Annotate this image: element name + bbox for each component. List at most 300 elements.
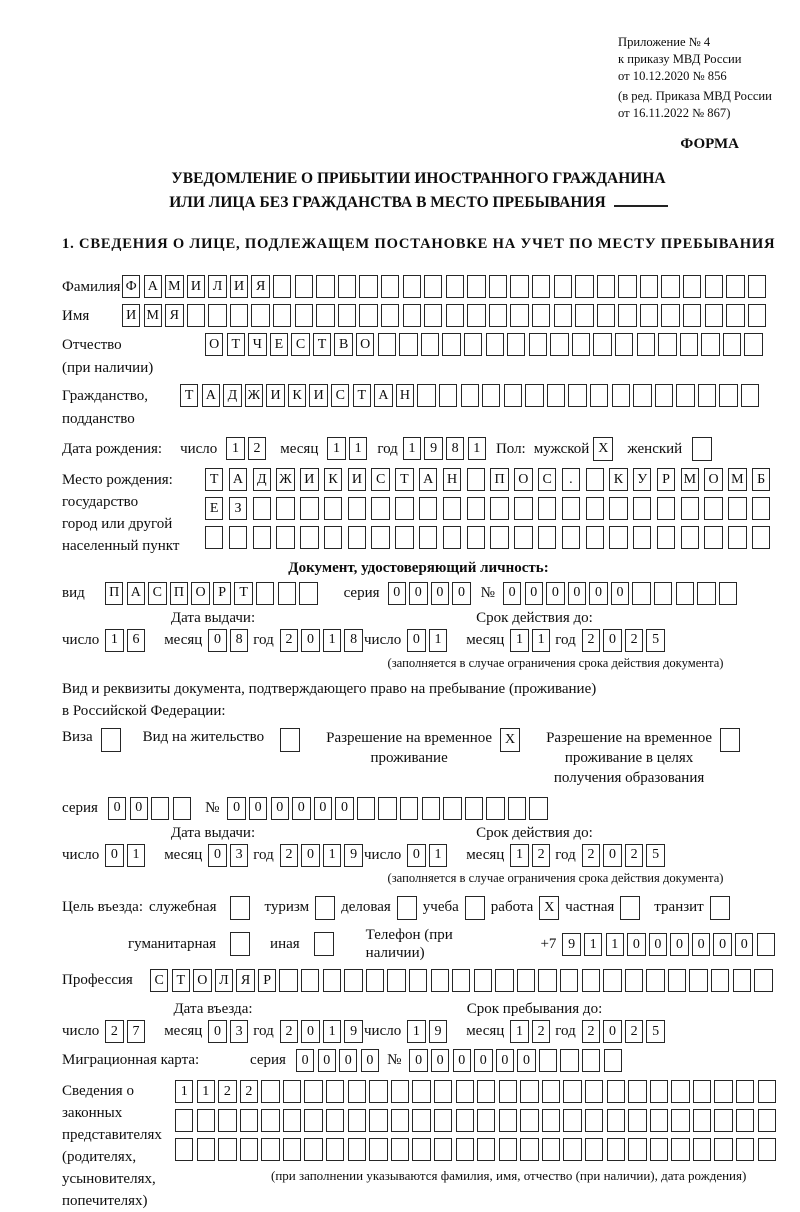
char-cell[interactable] bbox=[704, 497, 722, 520]
char-cell[interactable] bbox=[474, 969, 492, 992]
char-cell[interactable] bbox=[295, 304, 313, 327]
char-cell[interactable] bbox=[197, 1138, 215, 1161]
char-cell[interactable]: 0 bbox=[627, 933, 645, 956]
char-cell[interactable] bbox=[369, 1109, 387, 1132]
purpose-study-checkbox[interactable] bbox=[465, 896, 485, 920]
char-cell[interactable]: 1 bbox=[127, 844, 145, 867]
char-cell[interactable]: 0 bbox=[546, 582, 564, 605]
char-cell[interactable]: 8 bbox=[344, 629, 362, 652]
char-cell[interactable] bbox=[514, 526, 532, 549]
purpose-private-checkbox[interactable] bbox=[620, 896, 640, 920]
char-cell[interactable]: 0 bbox=[568, 582, 586, 605]
char-cell[interactable]: 5 bbox=[646, 1020, 664, 1043]
char-cell[interactable] bbox=[633, 497, 651, 520]
char-cell[interactable] bbox=[710, 896, 730, 920]
char-cell[interactable] bbox=[482, 384, 500, 407]
char-cell[interactable] bbox=[261, 1080, 279, 1103]
char-cell[interactable] bbox=[391, 1109, 409, 1132]
char-cell[interactable]: 2 bbox=[532, 1020, 550, 1043]
char-cell[interactable]: Т bbox=[172, 969, 190, 992]
char-cell[interactable]: 0 bbox=[589, 582, 607, 605]
char-cell[interactable] bbox=[671, 1109, 689, 1132]
char-cell[interactable]: З bbox=[229, 497, 247, 520]
char-cell[interactable]: Я bbox=[236, 969, 254, 992]
char-cell[interactable] bbox=[676, 384, 694, 407]
char-cell[interactable] bbox=[597, 304, 615, 327]
char-cell[interactable] bbox=[443, 797, 461, 820]
char-cell[interactable] bbox=[314, 932, 334, 956]
char-cell[interactable]: 0 bbox=[735, 933, 753, 956]
char-cell[interactable] bbox=[348, 526, 366, 549]
temp-residence-checkbox[interactable] bbox=[500, 728, 520, 752]
char-cell[interactable] bbox=[532, 275, 550, 298]
char-cell[interactable] bbox=[424, 275, 442, 298]
char-cell[interactable]: 1 bbox=[323, 844, 341, 867]
char-cell[interactable]: 0 bbox=[611, 582, 629, 605]
char-cell[interactable]: 2 bbox=[218, 1080, 236, 1103]
char-cell[interactable]: 2 bbox=[105, 1020, 123, 1043]
char-cell[interactable] bbox=[586, 497, 604, 520]
char-cell[interactable] bbox=[586, 526, 604, 549]
purpose-transit-checkbox[interactable] bbox=[710, 896, 730, 920]
char-cell[interactable]: 0 bbox=[388, 582, 406, 605]
char-cell[interactable]: 0 bbox=[339, 1049, 357, 1072]
char-cell[interactable]: Т bbox=[353, 384, 371, 407]
char-cell[interactable] bbox=[403, 275, 421, 298]
char-cell[interactable] bbox=[424, 304, 442, 327]
char-cell[interactable]: 2 bbox=[625, 629, 643, 652]
char-cell[interactable]: О bbox=[191, 582, 209, 605]
char-cell[interactable]: О bbox=[193, 969, 211, 992]
char-cell[interactable]: Н bbox=[396, 384, 414, 407]
char-cell[interactable] bbox=[637, 333, 655, 356]
char-cell[interactable] bbox=[300, 497, 318, 520]
char-cell[interactable]: 2 bbox=[248, 437, 266, 460]
char-cell[interactable] bbox=[443, 497, 461, 520]
char-cell[interactable] bbox=[650, 1109, 668, 1132]
char-cell[interactable] bbox=[728, 526, 746, 549]
char-cell[interactable] bbox=[175, 1109, 193, 1132]
char-cell[interactable] bbox=[421, 333, 439, 356]
char-cell[interactable] bbox=[525, 384, 543, 407]
temp-residence-education-checkbox[interactable] bbox=[720, 728, 740, 752]
char-cell[interactable]: Л bbox=[215, 969, 233, 992]
char-cell[interactable] bbox=[542, 1080, 560, 1103]
char-cell[interactable]: 0 bbox=[208, 844, 226, 867]
char-cell[interactable]: 1 bbox=[468, 437, 486, 460]
char-cell[interactable]: 1 bbox=[407, 1020, 425, 1043]
char-cell[interactable]: 0 bbox=[227, 797, 245, 820]
char-cell[interactable] bbox=[615, 333, 633, 356]
char-cell[interactable] bbox=[489, 304, 507, 327]
char-cell[interactable] bbox=[273, 304, 291, 327]
char-cell[interactable] bbox=[283, 1138, 301, 1161]
char-cell[interactable] bbox=[439, 384, 457, 407]
char-cell[interactable]: М bbox=[728, 468, 746, 491]
char-cell[interactable]: А bbox=[144, 275, 162, 298]
char-cell[interactable] bbox=[661, 275, 679, 298]
char-cell[interactable] bbox=[680, 333, 698, 356]
char-cell[interactable] bbox=[256, 582, 274, 605]
char-cell[interactable]: 0 bbox=[474, 1049, 492, 1072]
char-cell[interactable] bbox=[253, 526, 271, 549]
char-cell[interactable] bbox=[452, 969, 470, 992]
char-cell[interactable]: Т bbox=[227, 333, 245, 356]
char-cell[interactable] bbox=[736, 1109, 754, 1132]
char-cell[interactable] bbox=[714, 1109, 732, 1132]
char-cell[interactable]: . bbox=[562, 468, 580, 491]
char-cell[interactable] bbox=[399, 333, 417, 356]
char-cell[interactable]: К bbox=[609, 468, 627, 491]
char-cell[interactable]: 1 bbox=[105, 629, 123, 652]
char-cell[interactable] bbox=[752, 497, 770, 520]
char-cell[interactable] bbox=[371, 526, 389, 549]
char-cell[interactable] bbox=[609, 497, 627, 520]
sex-male-checkbox[interactable] bbox=[593, 437, 613, 461]
char-cell[interactable] bbox=[253, 497, 271, 520]
char-cell[interactable]: К bbox=[288, 384, 306, 407]
char-cell[interactable] bbox=[299, 582, 317, 605]
char-cell[interactable]: А bbox=[419, 468, 437, 491]
char-cell[interactable] bbox=[612, 384, 630, 407]
char-cell[interactable] bbox=[532, 304, 550, 327]
char-cell[interactable]: 3 bbox=[230, 844, 248, 867]
char-cell[interactable]: С bbox=[371, 468, 389, 491]
char-cell[interactable]: 0 bbox=[108, 797, 126, 820]
char-cell[interactable] bbox=[514, 497, 532, 520]
char-cell[interactable]: 8 bbox=[230, 629, 248, 652]
char-cell[interactable] bbox=[419, 497, 437, 520]
char-cell[interactable] bbox=[671, 1138, 689, 1161]
char-cell[interactable] bbox=[173, 797, 191, 820]
char-cell[interactable]: 1 bbox=[532, 629, 550, 652]
char-cell[interactable] bbox=[529, 333, 547, 356]
char-cell[interactable] bbox=[748, 304, 766, 327]
char-cell[interactable] bbox=[465, 797, 483, 820]
char-cell[interactable] bbox=[315, 896, 335, 920]
char-cell[interactable] bbox=[422, 797, 440, 820]
char-cell[interactable]: 0 bbox=[649, 933, 667, 956]
char-cell[interactable] bbox=[693, 1109, 711, 1132]
char-cell[interactable]: Р bbox=[258, 969, 276, 992]
char-cell[interactable]: 1 bbox=[226, 437, 244, 460]
char-cell[interactable]: 9 bbox=[424, 437, 442, 460]
char-cell[interactable] bbox=[542, 1109, 560, 1132]
char-cell[interactable]: А bbox=[127, 582, 145, 605]
char-cell[interactable] bbox=[101, 728, 121, 752]
char-cell[interactable]: 0 bbox=[431, 582, 449, 605]
char-cell[interactable] bbox=[628, 1109, 646, 1132]
char-cell[interactable] bbox=[720, 728, 740, 752]
char-cell[interactable] bbox=[283, 1109, 301, 1132]
char-cell[interactable] bbox=[661, 304, 679, 327]
char-cell[interactable]: Ч bbox=[248, 333, 266, 356]
visa-checkbox[interactable] bbox=[101, 728, 121, 752]
char-cell[interactable]: 1 bbox=[403, 437, 421, 460]
char-cell[interactable] bbox=[446, 304, 464, 327]
char-cell[interactable]: 2 bbox=[625, 844, 643, 867]
char-cell[interactable] bbox=[434, 1109, 452, 1132]
char-cell[interactable] bbox=[507, 333, 525, 356]
char-cell[interactable]: 7 bbox=[127, 1020, 145, 1043]
char-cell[interactable] bbox=[744, 333, 762, 356]
char-cell[interactable]: 0 bbox=[409, 582, 427, 605]
char-cell[interactable] bbox=[316, 275, 334, 298]
char-cell[interactable] bbox=[657, 497, 675, 520]
char-cell[interactable] bbox=[633, 384, 651, 407]
char-cell[interactable] bbox=[752, 526, 770, 549]
char-cell[interactable]: А bbox=[202, 384, 220, 407]
char-cell[interactable] bbox=[560, 1049, 578, 1072]
char-cell[interactable] bbox=[697, 582, 715, 605]
char-cell[interactable] bbox=[562, 526, 580, 549]
char-cell[interactable]: 0 bbox=[503, 582, 521, 605]
char-cell[interactable] bbox=[508, 797, 526, 820]
char-cell[interactable] bbox=[467, 526, 485, 549]
char-cell[interactable]: 0 bbox=[453, 1049, 471, 1072]
char-cell[interactable] bbox=[572, 333, 590, 356]
char-cell[interactable] bbox=[520, 1138, 538, 1161]
char-cell[interactable] bbox=[681, 497, 699, 520]
char-cell[interactable] bbox=[477, 1109, 495, 1132]
char-cell[interactable] bbox=[381, 275, 399, 298]
char-cell[interactable]: И bbox=[230, 275, 248, 298]
char-cell[interactable] bbox=[711, 969, 729, 992]
char-cell[interactable]: 1 bbox=[584, 933, 602, 956]
char-cell[interactable]: X bbox=[593, 437, 613, 461]
char-cell[interactable]: 2 bbox=[280, 629, 298, 652]
char-cell[interactable] bbox=[366, 969, 384, 992]
char-cell[interactable] bbox=[586, 468, 604, 491]
char-cell[interactable] bbox=[585, 1138, 603, 1161]
char-cell[interactable]: 2 bbox=[240, 1080, 258, 1103]
char-cell[interactable] bbox=[456, 1138, 474, 1161]
char-cell[interactable] bbox=[554, 275, 572, 298]
char-cell[interactable]: 0 bbox=[670, 933, 688, 956]
char-cell[interactable] bbox=[381, 304, 399, 327]
char-cell[interactable] bbox=[391, 1080, 409, 1103]
char-cell[interactable]: Е bbox=[270, 333, 288, 356]
char-cell[interactable] bbox=[550, 333, 568, 356]
char-cell[interactable]: К bbox=[324, 468, 342, 491]
char-cell[interactable]: 1 bbox=[510, 1020, 528, 1043]
char-cell[interactable] bbox=[538, 969, 556, 992]
char-cell[interactable] bbox=[609, 526, 627, 549]
char-cell[interactable] bbox=[477, 1138, 495, 1161]
char-cell[interactable] bbox=[499, 1080, 517, 1103]
char-cell[interactable] bbox=[240, 1138, 258, 1161]
purpose-business-checkbox[interactable] bbox=[397, 896, 417, 920]
char-cell[interactable]: А bbox=[229, 468, 247, 491]
char-cell[interactable] bbox=[486, 797, 504, 820]
char-cell[interactable] bbox=[681, 526, 699, 549]
char-cell[interactable]: Т bbox=[313, 333, 331, 356]
char-cell[interactable]: 6 bbox=[127, 629, 145, 652]
char-cell[interactable] bbox=[359, 275, 377, 298]
char-cell[interactable] bbox=[625, 969, 643, 992]
char-cell[interactable] bbox=[554, 304, 572, 327]
char-cell[interactable] bbox=[348, 1109, 366, 1132]
char-cell[interactable] bbox=[736, 1138, 754, 1161]
char-cell[interactable] bbox=[369, 1080, 387, 1103]
char-cell[interactable]: И bbox=[187, 275, 205, 298]
char-cell[interactable] bbox=[304, 1109, 322, 1132]
char-cell[interactable] bbox=[563, 1138, 581, 1161]
char-cell[interactable]: Д bbox=[253, 468, 271, 491]
char-cell[interactable]: Ф bbox=[122, 275, 140, 298]
char-cell[interactable] bbox=[431, 969, 449, 992]
char-cell[interactable] bbox=[654, 582, 672, 605]
char-cell[interactable] bbox=[344, 969, 362, 992]
purpose-other-checkbox[interactable] bbox=[314, 932, 334, 956]
char-cell[interactable] bbox=[419, 526, 437, 549]
purpose-work-checkbox[interactable] bbox=[539, 896, 559, 920]
char-cell[interactable]: 9 bbox=[562, 933, 580, 956]
char-cell[interactable] bbox=[280, 728, 300, 752]
char-cell[interactable] bbox=[563, 1080, 581, 1103]
char-cell[interactable]: 0 bbox=[603, 844, 621, 867]
char-cell[interactable] bbox=[434, 1080, 452, 1103]
char-cell[interactable] bbox=[575, 275, 593, 298]
char-cell[interactable] bbox=[397, 896, 417, 920]
char-cell[interactable]: 0 bbox=[271, 797, 289, 820]
char-cell[interactable] bbox=[547, 384, 565, 407]
char-cell[interactable]: 0 bbox=[496, 1049, 514, 1072]
char-cell[interactable]: 5 bbox=[646, 844, 664, 867]
char-cell[interactable] bbox=[520, 1080, 538, 1103]
char-cell[interactable] bbox=[517, 969, 535, 992]
char-cell[interactable] bbox=[378, 797, 396, 820]
char-cell[interactable]: 0 bbox=[335, 797, 353, 820]
char-cell[interactable] bbox=[758, 1080, 776, 1103]
char-cell[interactable]: 2 bbox=[582, 844, 600, 867]
char-cell[interactable] bbox=[719, 582, 737, 605]
char-cell[interactable] bbox=[446, 275, 464, 298]
char-cell[interactable] bbox=[326, 1109, 344, 1132]
char-cell[interactable] bbox=[650, 1138, 668, 1161]
char-cell[interactable]: 8 bbox=[446, 437, 464, 460]
char-cell[interactable]: 1 bbox=[606, 933, 624, 956]
char-cell[interactable] bbox=[693, 1080, 711, 1103]
char-cell[interactable]: Т bbox=[205, 468, 223, 491]
char-cell[interactable] bbox=[758, 1138, 776, 1161]
char-cell[interactable] bbox=[585, 1109, 603, 1132]
char-cell[interactable] bbox=[230, 304, 248, 327]
char-cell[interactable] bbox=[490, 497, 508, 520]
sex-female-checkbox[interactable] bbox=[692, 437, 712, 461]
char-cell[interactable] bbox=[585, 1080, 603, 1103]
char-cell[interactable]: Н bbox=[443, 468, 461, 491]
char-cell[interactable] bbox=[300, 526, 318, 549]
char-cell[interactable]: И bbox=[122, 304, 140, 327]
char-cell[interactable] bbox=[251, 304, 269, 327]
char-cell[interactable] bbox=[276, 526, 294, 549]
char-cell[interactable] bbox=[443, 526, 461, 549]
char-cell[interactable]: С bbox=[331, 384, 349, 407]
char-cell[interactable]: 0 bbox=[301, 1020, 319, 1043]
char-cell[interactable] bbox=[295, 275, 313, 298]
char-cell[interactable] bbox=[542, 1138, 560, 1161]
char-cell[interactable] bbox=[705, 304, 723, 327]
char-cell[interactable] bbox=[283, 1080, 301, 1103]
char-cell[interactable] bbox=[510, 304, 528, 327]
char-cell[interactable]: А bbox=[374, 384, 392, 407]
char-cell[interactable] bbox=[417, 384, 435, 407]
char-cell[interactable]: Ж bbox=[276, 468, 294, 491]
char-cell[interactable]: 1 bbox=[197, 1080, 215, 1103]
char-cell[interactable]: 0 bbox=[208, 1020, 226, 1043]
char-cell[interactable] bbox=[323, 969, 341, 992]
char-cell[interactable] bbox=[529, 797, 547, 820]
char-cell[interactable] bbox=[230, 932, 250, 956]
char-cell[interactable] bbox=[640, 275, 658, 298]
purpose-tourism-checkbox[interactable] bbox=[315, 896, 335, 920]
char-cell[interactable] bbox=[607, 1080, 625, 1103]
char-cell[interactable] bbox=[412, 1080, 430, 1103]
char-cell[interactable]: 2 bbox=[280, 1020, 298, 1043]
char-cell[interactable] bbox=[412, 1109, 430, 1132]
char-cell[interactable] bbox=[655, 384, 673, 407]
char-cell[interactable] bbox=[719, 384, 737, 407]
char-cell[interactable]: 2 bbox=[625, 1020, 643, 1043]
char-cell[interactable]: 1 bbox=[429, 629, 447, 652]
char-cell[interactable] bbox=[387, 969, 405, 992]
char-cell[interactable]: 9 bbox=[344, 1020, 362, 1043]
char-cell[interactable]: С bbox=[291, 333, 309, 356]
char-cell[interactable]: 0 bbox=[409, 1049, 427, 1072]
char-cell[interactable]: О bbox=[356, 333, 374, 356]
char-cell[interactable]: С bbox=[150, 969, 168, 992]
char-cell[interactable]: У bbox=[633, 468, 651, 491]
char-cell[interactable]: 1 bbox=[510, 844, 528, 867]
char-cell[interactable] bbox=[676, 582, 694, 605]
char-cell[interactable] bbox=[378, 333, 396, 356]
char-cell[interactable] bbox=[279, 969, 297, 992]
char-cell[interactable] bbox=[726, 275, 744, 298]
char-cell[interactable] bbox=[582, 1049, 600, 1072]
char-cell[interactable] bbox=[741, 384, 759, 407]
char-cell[interactable]: 0 bbox=[517, 1049, 535, 1072]
char-cell[interactable]: 5 bbox=[646, 629, 664, 652]
char-cell[interactable] bbox=[560, 969, 578, 992]
char-cell[interactable] bbox=[568, 384, 586, 407]
char-cell[interactable] bbox=[563, 1109, 581, 1132]
char-cell[interactable] bbox=[456, 1080, 474, 1103]
char-cell[interactable] bbox=[338, 304, 356, 327]
char-cell[interactable] bbox=[650, 1080, 668, 1103]
char-cell[interactable]: П bbox=[170, 582, 188, 605]
char-cell[interactable] bbox=[632, 582, 650, 605]
char-cell[interactable]: 0 bbox=[452, 582, 470, 605]
purpose-official-checkbox[interactable] bbox=[230, 896, 250, 920]
char-cell[interactable] bbox=[658, 333, 676, 356]
char-cell[interactable] bbox=[590, 384, 608, 407]
char-cell[interactable]: 0 bbox=[130, 797, 148, 820]
char-cell[interactable]: 0 bbox=[525, 582, 543, 605]
char-cell[interactable] bbox=[359, 304, 377, 327]
char-cell[interactable]: Д bbox=[223, 384, 241, 407]
char-cell[interactable]: 1 bbox=[323, 629, 341, 652]
char-cell[interactable] bbox=[395, 526, 413, 549]
char-cell[interactable] bbox=[218, 1138, 236, 1161]
char-cell[interactable]: Ж bbox=[245, 384, 263, 407]
char-cell[interactable]: И bbox=[300, 468, 318, 491]
char-cell[interactable] bbox=[510, 275, 528, 298]
char-cell[interactable]: Р bbox=[657, 468, 675, 491]
char-cell[interactable] bbox=[461, 384, 479, 407]
char-cell[interactable] bbox=[689, 969, 707, 992]
char-cell[interactable] bbox=[348, 1080, 366, 1103]
